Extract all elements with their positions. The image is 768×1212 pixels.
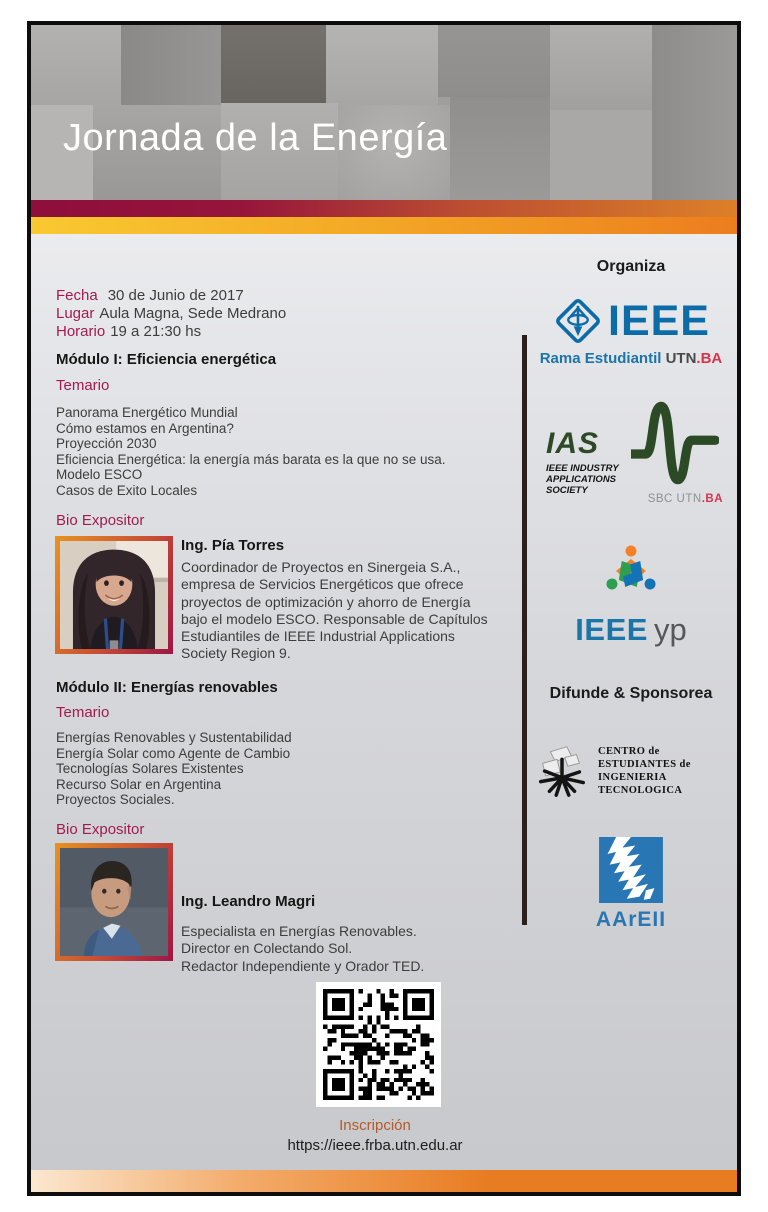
- ias-line: SOCIETY: [546, 485, 588, 496]
- vertical-divider: [522, 335, 527, 925]
- aareii-icon: [599, 837, 663, 903]
- ieee-ias-logo: [536, 397, 731, 509]
- header-banner: [31, 25, 737, 200]
- event-date-row: [56, 287, 286, 305]
- bio-line: Director en Colectando Sol.: [181, 940, 353, 957]
- ias-waveform-icon: [631, 397, 719, 489]
- module1-bio-label: Bio Expositor: [56, 512, 145, 529]
- ceit-line: ESTUDIANTES de: [598, 759, 691, 770]
- ceit-line: INGENIERIA: [598, 772, 667, 783]
- accent-stripe-maroon: [31, 200, 737, 217]
- ceit-star-icon: [533, 741, 591, 801]
- bio-line: Especialista en Energías Renovables.: [181, 923, 417, 939]
- topic-item: Modelo ESCO: [56, 467, 143, 483]
- ias-sbc-text: [648, 493, 723, 505]
- module2-bio-label: Bio Expositor: [56, 821, 145, 838]
- accent-stripe-bottom: [31, 1170, 737, 1192]
- topic-item: Recurso Solar en Argentina: [56, 776, 222, 792]
- date-label: Fecha: [56, 287, 98, 304]
- page-title: Jornada de la Energía: [63, 117, 448, 159]
- topic-item: Energía Solar como Agente de Cambio: [56, 745, 291, 761]
- speaker1-photo: [55, 536, 173, 654]
- event-details: [56, 287, 286, 341]
- speaker1-bio: Coordinador de Proyectos en Sinergeia S.A., empresa de Servicios Energéticos que ofrece proyectos de optimización y ahorro de Energía bajo el modelo ESCO. Responsable de Capítulos Estudiantiles de IEEE Industrial Applications Society Region 9.: [181, 559, 488, 662]
- topic-item: Energías Renovables y Sustentabilidad: [56, 730, 292, 745]
- speaker2-portrait-illustration: [60, 848, 168, 956]
- ceit-logo: [533, 741, 733, 801]
- ias-line: IEEE INDUSTRY: [546, 463, 619, 474]
- poster-frame: [27, 21, 741, 1196]
- ieee-wordmark: IEEE: [608, 296, 710, 345]
- module2-topics: [56, 730, 292, 808]
- rama-estudiantil-text: Rama Estudiantil: [539, 350, 662, 367]
- speaker2-bio: [181, 923, 488, 975]
- utn-text: UTN: [665, 350, 697, 367]
- topic-item: Proyectos Sociales.: [56, 792, 175, 808]
- ieee-rama-logo: [526, 295, 736, 367]
- ieee-yp-logo: [536, 543, 726, 645]
- topic-item: Eficiencia Energética: la energía más barata es la que no se usa.: [56, 451, 446, 467]
- ceit-line: TECNOLOGICA: [598, 785, 683, 796]
- speaker2-name: Ing. Leandro Magri: [181, 893, 316, 910]
- sbc-ba-text: .BA: [701, 493, 723, 505]
- event-time-row: [56, 323, 286, 341]
- time-label: Horario: [56, 323, 106, 340]
- sponsors-heading: Difunde & Sponsorea: [549, 685, 713, 702]
- ceit-name-text: [598, 745, 691, 797]
- sbc-utn-text: SBC UTN: [647, 493, 702, 505]
- ba-text: .BA: [696, 350, 723, 367]
- ieee-rama-subtitle: [526, 350, 736, 367]
- speaker2-photo: [55, 843, 173, 961]
- module2-temario-label: Temario: [56, 704, 110, 721]
- accent-stripe-yellow: [31, 217, 737, 234]
- ieee-diamond-icon: [552, 295, 604, 347]
- speaker1-name: Ing. Pía Torres: [181, 537, 285, 554]
- qr-code-icon: [323, 989, 434, 1100]
- module1-title: Módulo I: Eficiencia energética: [56, 351, 277, 368]
- organiza-heading: Organiza: [596, 258, 666, 275]
- module1-temario-label: Temario: [56, 377, 110, 394]
- qr-code: [316, 982, 441, 1107]
- place-value: Aula Magna, Sede Medrano: [99, 305, 287, 322]
- topic-item: Tecnologías Solares Existentes: [56, 761, 244, 777]
- time-value: 19 a 21:30 hs: [110, 323, 202, 340]
- ceit-line: CENTRO de: [598, 746, 660, 757]
- ias-society-text: [546, 463, 619, 496]
- topic-item: Casos de Exito Locales: [56, 482, 198, 498]
- aareii-logo: [536, 837, 726, 930]
- inscription-label: Inscripción: [339, 1117, 411, 1134]
- event-place-row: [56, 305, 286, 323]
- yp-ieee-text: IEEE: [575, 612, 648, 647]
- yp-triad-icon: [598, 543, 664, 607]
- yp-wordmark: [536, 614, 726, 645]
- ias-line: APPLICATIONS: [546, 474, 617, 485]
- place-label: Lugar: [56, 305, 95, 322]
- speaker1-portrait-illustration: [60, 541, 168, 649]
- aareii-label: AArEII: [595, 908, 667, 931]
- module2-title: Módulo II: Energías renovables: [56, 679, 278, 696]
- module1-topics: [56, 405, 445, 499]
- topic-item: Panorama Energético Mundial: [56, 405, 238, 420]
- bio-line: Redactor Independiente y Orador TED.: [181, 957, 425, 974]
- date-value: 30 de Junio de 2017: [107, 287, 244, 304]
- yp-suffix-text: yp: [653, 612, 687, 647]
- topic-item: Proyección 2030: [56, 436, 157, 452]
- ias-acronym: IAS: [546, 427, 600, 460]
- inscription-url: https://ieee.frba.utn.edu.ar: [287, 1137, 463, 1154]
- topic-item: Cómo estamos en Argentina?: [56, 420, 234, 436]
